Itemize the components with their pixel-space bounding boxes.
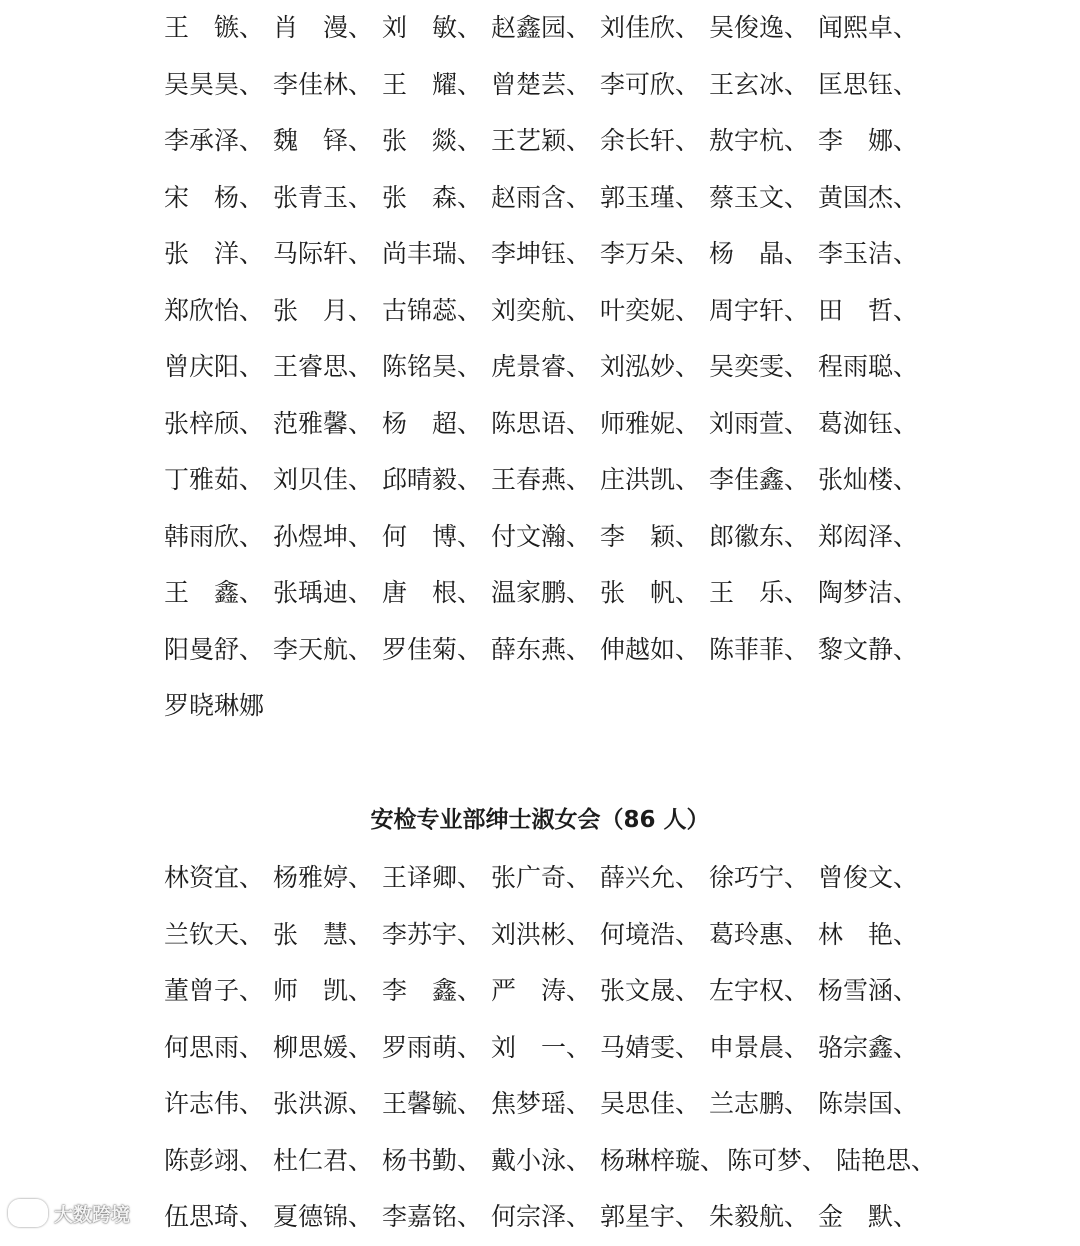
name-row [164, 907, 924, 964]
name-entry: 伍思琦、 [164, 1202, 265, 1231]
name-entry: 张灿楼、 [818, 465, 919, 494]
name-entry: 刘奕航、 [491, 295, 592, 325]
name-entry: 肖 漫、 [273, 13, 374, 42]
name-entry: 严 涛、 [491, 976, 592, 1005]
name-entry: 温家鹏、 [491, 578, 592, 607]
name-entry: 杜仁君、 [273, 1145, 374, 1175]
name-entry: 张 帆、 [600, 578, 701, 607]
name-entry: 王春燕、 [491, 465, 592, 494]
name-entry: 许志伟、 [164, 1089, 265, 1118]
name-entry: 李嘉铭、 [382, 1202, 483, 1231]
name-entry: 郭玉瑾、 [600, 182, 701, 212]
name-entry: 韩雨欣、 [164, 521, 265, 551]
name-entry: 骆宗鑫、 [818, 1032, 919, 1062]
name-entry: 赵雨含、 [491, 182, 592, 212]
name-entry: 黎文静、 [818, 634, 919, 664]
name-entry: 郎徽东、 [709, 521, 810, 551]
name-row [164, 1020, 924, 1077]
name-entry: 曾俊文、 [818, 863, 919, 892]
name-row [164, 1189, 924, 1246]
name-entry: 陈彭翊、 [164, 1145, 265, 1175]
brand-logo-icon [8, 1199, 48, 1227]
name-entry: 王 鑫、 [164, 578, 265, 607]
name-entry: 叶奕妮、 [600, 295, 701, 325]
name-entry: 刘 敏、 [382, 13, 483, 42]
name-entry: 李 鑫、 [382, 976, 483, 1005]
name-entry: 程雨聪、 [818, 352, 919, 381]
name-entry: 邱晴毅、 [382, 465, 483, 494]
name-entry: 付文瀚、 [491, 521, 592, 551]
name-entry: 王睿思、 [273, 352, 374, 381]
name-entry: 匡思钰、 [818, 69, 919, 99]
name-entry: 唐 根、 [382, 578, 483, 607]
name-entry: 曾楚芸、 [491, 69, 592, 99]
name-entry: 何思雨、 [164, 1032, 265, 1062]
name-entry: 杨琳梓璇、 [600, 1145, 726, 1175]
name-entry: 张 洋、 [164, 239, 265, 268]
name-entry: 郭星宇、 [600, 1202, 701, 1231]
name-entry: 薛兴允、 [600, 863, 701, 892]
name-row [164, 57, 924, 114]
name-entry: 刘贝佳、 [273, 465, 374, 494]
name-row [164, 339, 924, 396]
name-entry: 王 乐、 [709, 578, 810, 607]
name-entry: 何宗泽、 [491, 1202, 592, 1231]
name-entry: 孙煜坤、 [273, 521, 374, 551]
name-entry: 左宇权、 [709, 976, 810, 1005]
name-entry: 刘 一、 [491, 1032, 592, 1062]
name-entry: 师 凯、 [273, 976, 374, 1005]
name-row [164, 565, 924, 622]
name-entry: 李佳鑫、 [709, 465, 810, 494]
name-row [164, 226, 924, 283]
name-entry: 罗晓琳娜 [164, 691, 265, 720]
name-entry: 余长轩、 [600, 126, 701, 155]
name-entry: 张瑀迪、 [273, 578, 374, 607]
name-entry: 王馨毓、 [382, 1089, 483, 1118]
name-entry: 李佳林、 [273, 69, 374, 99]
name-entry: 伸越如、 [600, 634, 701, 664]
name-entry: 虎景睿、 [491, 352, 592, 381]
name-entry: 范雅馨、 [273, 408, 374, 438]
name-list-section-2 [164, 850, 937, 1246]
name-entry: 杨雅婷、 [273, 863, 374, 892]
name-entry: 杨雪涵、 [818, 976, 919, 1005]
name-entry: 闻熙卓、 [818, 13, 919, 42]
name-entry: 董曾子、 [164, 976, 265, 1005]
name-entry: 宋 杨、 [164, 182, 265, 212]
name-entry: 何 博、 [382, 521, 483, 551]
name-entry: 王玄冰、 [709, 69, 810, 99]
name-entry: 柳思媛、 [273, 1032, 374, 1062]
name-entry: 周宇轩、 [709, 295, 810, 325]
name-entry: 王 镞、 [164, 13, 265, 42]
name-entry: 葛玲惠、 [709, 919, 810, 949]
name-row [164, 678, 924, 735]
name-entry: 师雅妮、 [600, 408, 701, 438]
name-row [164, 452, 924, 509]
name-entry: 陆艳思、 [836, 1145, 937, 1175]
name-entry: 兰钦天、 [164, 919, 265, 949]
name-entry: 薛东燕、 [491, 634, 592, 664]
name-entry: 张 月、 [273, 295, 374, 325]
name-entry: 吴昊昊、 [164, 69, 265, 99]
name-entry: 申景晨、 [709, 1032, 810, 1062]
name-entry: 尚丰瑞、 [382, 239, 483, 268]
name-entry: 王艺颖、 [491, 126, 592, 155]
name-entry: 刘洪彬、 [491, 919, 592, 949]
name-entry: 陈菲菲、 [709, 634, 810, 664]
name-row [164, 850, 924, 907]
name-entry: 陈思语、 [491, 408, 592, 438]
name-row [164, 1076, 924, 1133]
name-entry: 杨 晶、 [709, 239, 810, 268]
name-entry: 吴思佳、 [600, 1089, 701, 1118]
name-row [164, 622, 924, 679]
name-entry: 陶梦洁、 [818, 578, 919, 607]
name-entry: 郑欣怡、 [164, 295, 265, 325]
name-entry: 张 燚、 [382, 126, 483, 155]
name-entry: 李天航、 [273, 634, 374, 664]
name-entry: 林资宜、 [164, 863, 265, 892]
name-entry: 田 哲、 [818, 295, 919, 325]
name-entry: 马际轩、 [273, 239, 374, 268]
name-entry: 王 耀、 [382, 69, 483, 99]
name-entry: 李 娜、 [818, 126, 919, 155]
name-row [164, 283, 924, 340]
name-row [164, 0, 924, 57]
name-row [164, 170, 924, 227]
name-entry: 徐巧宁、 [709, 863, 810, 892]
name-row [164, 509, 924, 566]
name-entry: 李苏宇、 [382, 919, 483, 949]
name-entry: 李 颖、 [600, 521, 701, 551]
name-entry: 王译卿、 [382, 863, 483, 892]
name-entry: 葛洳钰、 [818, 408, 919, 438]
name-entry: 杨书勤、 [382, 1145, 483, 1175]
name-row [164, 113, 924, 170]
name-entry: 黄国杰、 [818, 182, 919, 212]
name-entry: 古锦蕊、 [382, 295, 483, 325]
name-entry: 张文晟、 [600, 976, 701, 1005]
name-entry: 刘佳欣、 [600, 13, 701, 42]
name-entry: 张梓颀、 [164, 408, 265, 438]
name-entry: 朱毅航、 [709, 1202, 810, 1231]
name-entry: 吴俊逸、 [709, 13, 810, 42]
name-entry: 戴小泳、 [491, 1145, 592, 1175]
name-entry: 曾庆阳、 [164, 352, 265, 381]
name-entry: 罗雨萌、 [382, 1032, 483, 1062]
name-entry: 刘雨萱、 [709, 408, 810, 438]
name-entry: 张 森、 [382, 182, 483, 212]
name-entry: 张广奇、 [491, 863, 592, 892]
name-entry: 林 艳、 [818, 919, 919, 949]
name-entry: 庄洪凯、 [600, 465, 701, 494]
name-entry: 何境浩、 [600, 919, 701, 949]
name-row [164, 1133, 937, 1190]
name-entry: 杨 超、 [382, 408, 483, 438]
name-entry: 丁雅茹、 [164, 465, 265, 494]
name-entry: 张 慧、 [273, 919, 374, 949]
section-heading: 安检专业部绅士淑女会（86 人） [370, 807, 710, 833]
name-entry: 兰志鹏、 [709, 1089, 810, 1118]
name-entry: 李可欣、 [600, 69, 701, 99]
name-entry: 李万朵、 [600, 239, 701, 268]
name-entry: 焦梦瑶、 [491, 1089, 592, 1118]
name-row [164, 963, 924, 1020]
name-row [164, 396, 924, 453]
name-entry: 陈可梦、 [727, 1145, 828, 1175]
name-entry: 马婧雯、 [600, 1032, 701, 1062]
name-entry: 张青玉、 [273, 182, 374, 212]
name-entry: 李坤钰、 [491, 239, 592, 268]
name-entry: 郑闳泽、 [818, 521, 919, 551]
name-entry: 金 默、 [818, 1202, 919, 1231]
name-entry: 魏 铎、 [273, 126, 374, 155]
name-entry: 夏德锦、 [273, 1202, 374, 1231]
name-list-section-1 [164, 0, 924, 735]
name-entry: 陈崇国、 [818, 1089, 919, 1118]
name-entry: 张洪源、 [273, 1089, 374, 1118]
name-entry: 陈铭昊、 [382, 352, 483, 381]
name-entry: 罗佳菊、 [382, 634, 483, 664]
name-entry: 李承泽、 [164, 126, 265, 155]
name-entry: 李玉洁、 [818, 239, 919, 268]
name-entry: 刘泓妙、 [600, 352, 701, 381]
watermark [8, 1196, 130, 1230]
name-entry: 敖宇杭、 [709, 126, 810, 155]
name-entry: 阳曼舒、 [164, 634, 265, 664]
name-entry: 蔡玉文、 [709, 182, 810, 212]
watermark-text: 大数跨境 [54, 1203, 131, 1226]
name-entry: 吴奕雯、 [709, 352, 810, 381]
name-entry: 赵鑫园、 [491, 13, 592, 42]
